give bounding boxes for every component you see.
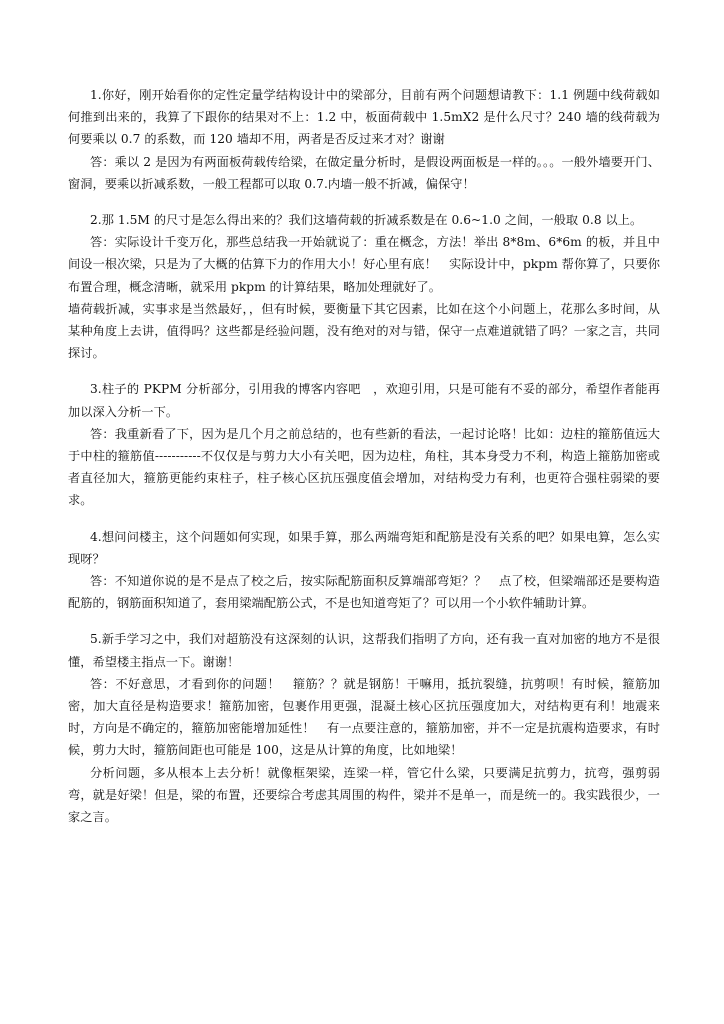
- answer-3: 答：我重新看了下，因为是几个月之前总结的，也有些新的看法，一起讨论咯！比如：边柱的箍筋值远大于中柱的箍筋值-----------不仅仅是与剪力大小有关吧，因为边柱，角柱，其本身受力不利，构造上箍筋加密或者直径加大，箍筋更能约束柱子，柱子核心区抗压强度值会增加，对结构受力有利，也更符合强柱弱梁的要求。: [68, 426, 660, 508]
- qa-section-5: [68, 628, 660, 828]
- question-5: 5.新手学习之中，我们对超筋没有这深刻的认识，这帮我们指明了方向，还有我一直对加密的地方不是很懂，希望楼主指点一下。谢谢！: [68, 632, 660, 669]
- question-2: 2.那 1.5M 的尺寸是怎么得出来的？我们这墙荷载的折减系数是在 0.6~1.0 之间，一般取 0.8 以上。: [90, 213, 643, 228]
- answer-2: 答：实际设计千变万化，那些总结我一开始就说了：重在概念，方法！举出 8*8m、6*6m 的板，并且中间设一根次梁，只是为了大概的估算下力的作用大小！好心里有底！ 实际设计中，pkpm 帮你算了，只要你布置合理，概念清晰，就采用 pkpm 的计算结果，略加处理就好了。: [68, 235, 660, 294]
- qa-section-1: [68, 84, 660, 195]
- question-1: 1.你好，刚开始看你的定性定量学结构设计中的梁部分，目前有两个问题想请教下：1.1 例题中线荷载如何推到出来的，我算了下跟你的结果对不上：1.2 中，板面荷载中 1.5mX2 是什么尺寸？240 墙的线荷载为何要乘以 0.7 的系数，而 120 墙却不用，两者是否反过来才对？谢谢: [68, 88, 660, 147]
- answer-5: 答：不好意思，才看到你的问题！ 箍筋？？就是钢筋！干嘛用，抵抗裂缝，抗剪呗！有时候，箍筋加密，加大直径是构造要求！箍筋加密，包裹作用更强，混凝土核心区抗压强度加大，对结构更有利！地震来时，方向是不确定的，箍筋加密能增加延性！ 有一点要注意的，箍筋加密，并不一定是抗震构造要求，有时候，剪力大时，箍筋间距也可能是 100，这是从计算的角度，比如地梁！: [68, 676, 660, 758]
- qa-section-3: [68, 378, 660, 511]
- qa-section-4: [68, 526, 660, 615]
- qa-section-2: [68, 209, 660, 364]
- answer-4: 答：不知道你说的是不是点了校之后，按实际配筋面积反算端部弯矩？？ 点了校，但梁端部还是要构造配筋的，钢筋面积知道了，套用梁端配筋公式，不是也知道弯矩了？可以用一个小软件辅助计算。: [68, 574, 660, 611]
- document-body: [68, 84, 660, 842]
- answer-5-continued: 分析问题，多从根本上去分析！就像框架梁，连梁一样，管它什么梁，只要满足抗剪力，抗弯，强剪弱弯，就是好梁！但是，梁的布置，还要综合考虑其周围的构件，梁并不是单一，而是统一的。我实践很少，一家之言。: [68, 765, 660, 825]
- answer-2-continued: 墙荷载折减，实事求是当然最好，，但有时候，要衡量下其它因素，比如在这个小问题上，花那么多时间，从某种角度上去讲，值得吗？这些都是经验问题，没有绝对的对与错，保守一点难道就错了吗？一家之言，共同探讨。: [68, 301, 660, 361]
- question-3: 3.柱子的 PKPM 分析部分，引用我的博客内容吧 ，欢迎引用，只是可能有不妥的部分，希望作者能再加以深入分析一下。: [68, 382, 660, 419]
- answer-1: 答：乘以 2 是因为有两面板荷载传给梁，在做定量分析时，是假设两面板是一样的。。。一般外墙要开门、窗洞，要乘以折减系数，一般工程都可以取 0.7.内墙一般不折减，偏保守！: [68, 154, 660, 191]
- question-4: 4.想问问楼主，这个问题如何实现，如果手算，那么两端弯矩和配筋是没有关系的吧？如果电算，怎么实现呀？: [68, 529, 660, 566]
